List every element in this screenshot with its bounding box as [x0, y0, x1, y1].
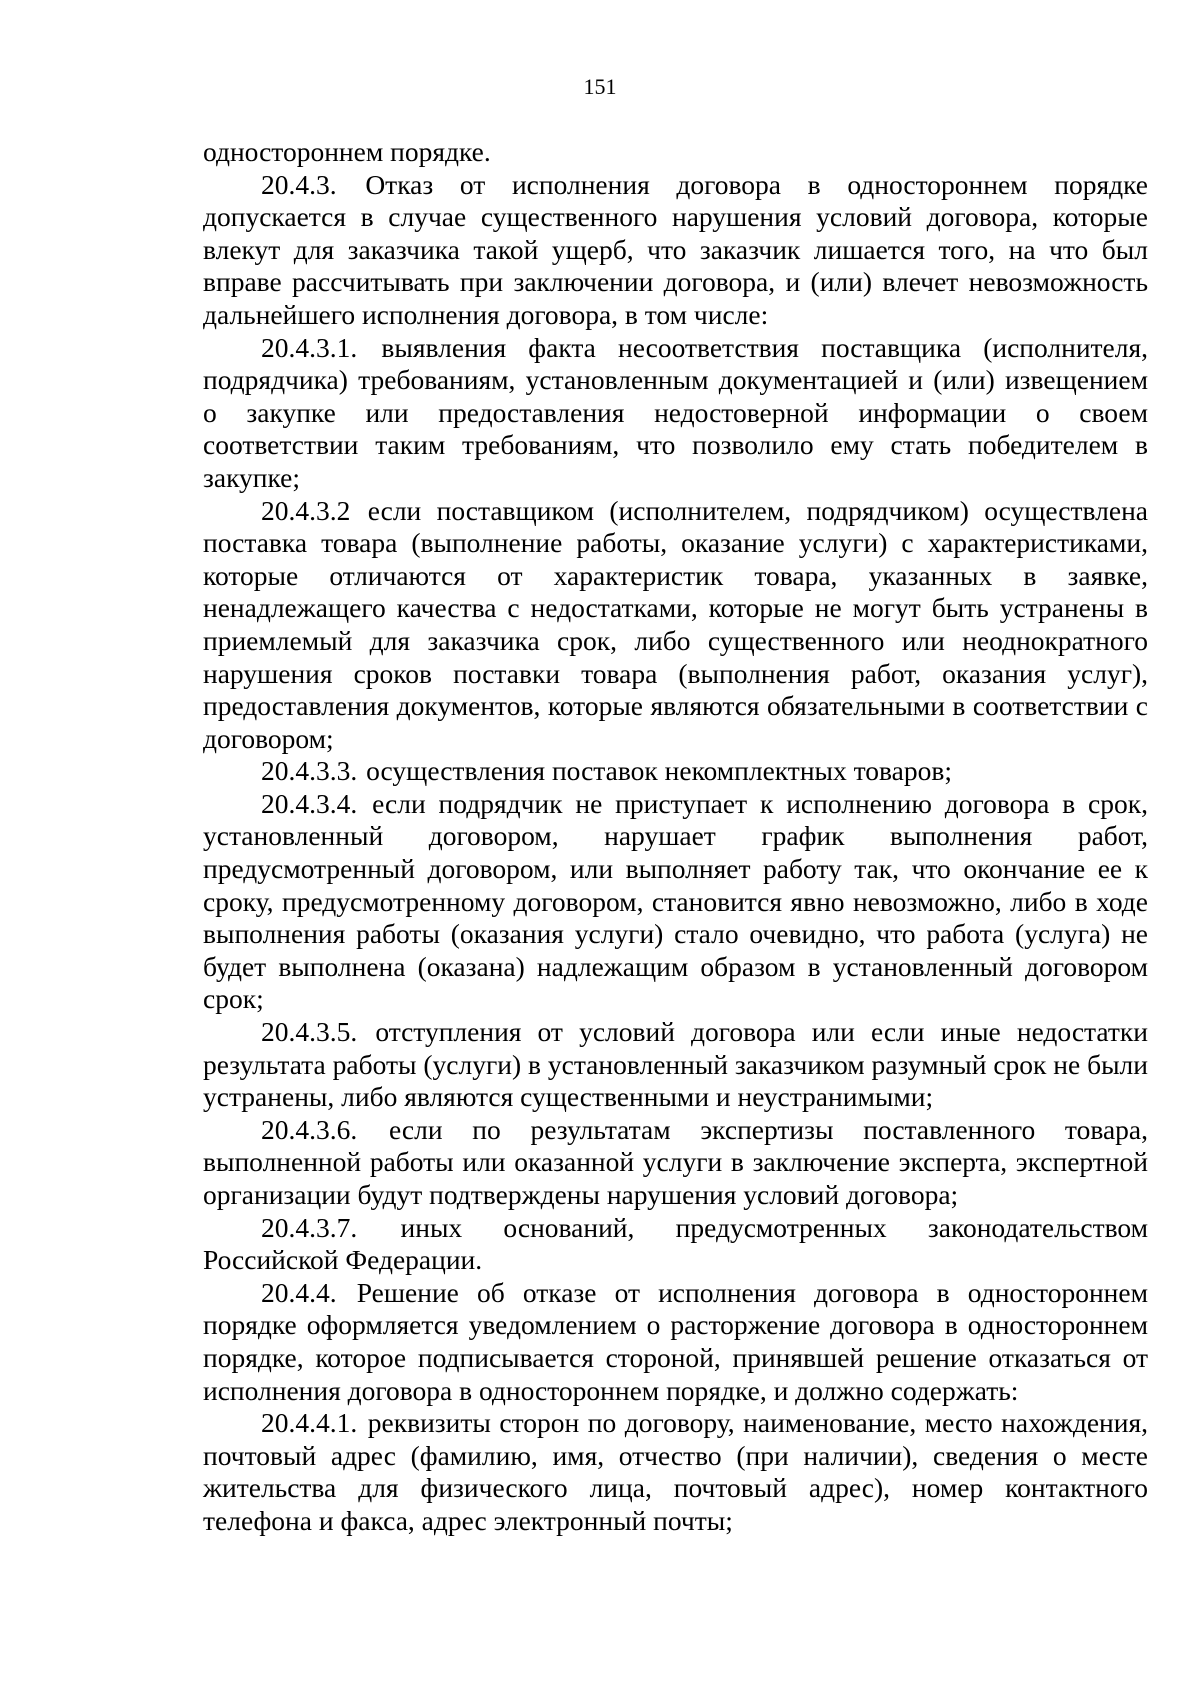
paragraph [203, 1114, 1148, 1212]
paragraph-text: Решение об отказе от исполнения договора в одностороннем порядке оформляется уведомлением о расторжение договора в одностороннем порядке, которое подписывается стороной, принявшей решение отказаться от исполнения договора в одностороннем порядке, и должно содержать: [203, 1276, 1148, 1406]
paragraph [203, 755, 1148, 788]
paragraph-text: выявления факта несоответствия поставщика (исполнителя, подрядчика) требованиям, установленным документацией и (или) извещением о закупке или предоставления недостоверной информации о своем соответствии таким требованиям, что позволило ему стать победителем в закупке; [203, 331, 1149, 493]
paragraph-text: реквизиты сторон по договору, наименование, место нахождения, почтовый адрес (фамилию, имя, отчество (при наличии), сведения о месте жительства для физического лица, почтовый адрес), номер контактного телефона и факса, адрес электронный почты; [203, 1407, 1149, 1536]
clause-number: 20.4.3.5. [261, 1016, 358, 1048]
paragraph [203, 136, 1148, 169]
paragraph-text: отступления от условий договора или если иные недостатки результата работы (услуги) в установленный заказчиком разумный срок не были устранены, либо являются существенными и неустранимыми; [203, 1016, 1148, 1113]
clause-number: 20.4.3.1. [261, 331, 358, 363]
paragraph-text: одностороннем порядке. [203, 136, 491, 167]
paragraph [203, 1212, 1148, 1277]
page-number: 151 [583, 74, 617, 99]
paragraph-text: Отказ от исполнения договора в одностороннем порядке допускается в случае существенного нарушения условий договора, которые влекут для заказчика такой ущерб, что заказчик лишается того, на что был вправе рассчитывать при заключении договора, и (или) влечет невозможность дальнейшего исполнения договора, в том числе: [203, 168, 1149, 330]
clause-number: 20.4.4. [261, 1276, 337, 1308]
clause-number: 20.4.3. [261, 168, 337, 200]
paragraph [203, 788, 1148, 1016]
paragraph [203, 332, 1148, 495]
paragraph-text: если по результатам экспертизы поставленного товара, выполненной работы или оказанной услуги в заключение эксперта, экспертной организации будут подтверждены нарушения условий договора; [203, 1113, 1149, 1210]
clause-number: 20.4.3.4. [261, 787, 358, 819]
clause-number: 20.4.3.2 [261, 494, 351, 526]
paragraph-text: осуществления поставок некомплектных товаров; [366, 755, 953, 787]
paragraph [203, 1407, 1148, 1537]
paragraph-text: если подрядчик не приступает к исполнению договора в срок, установленный договором, нарушает график выполнения работ, предусмотренный договором, или выполняет работу так, что окончание ее к сроку, предусмотренному договором, становится явно невозможно, либо в ходе выполнения работы (оказания услуги) стало очевидно, что работа (услуга) не будет выполнена (оказана) надлежащим образом в установленный договором срок; [203, 787, 1149, 1015]
paragraph [203, 1016, 1148, 1114]
clause-number: 20.4.3.6. [261, 1113, 358, 1145]
paragraph [203, 1277, 1148, 1407]
paragraph [203, 495, 1148, 756]
clause-number: 20.4.3.3. [261, 755, 358, 787]
paragraph-text: если поставщиком (исполнителем, подрядчиком) осуществлена поставка товара (выполнение работы, оказание услуги) с характеристиками, которые отличаются от характеристик товара, указанных в заявке, ненадлежащего качества с недостатками, которые не могут быть устранены в приемлемый для заказчика срок, либо существенного или неоднократного нарушения сроков поставки товара (выполнения работ, оказания услуг), предоставления документов, которые являются обязательными в соответствии с договором; [203, 494, 1148, 754]
paragraph-text: иных оснований, предусмотренных законодательством Российской Федерации. [203, 1211, 1149, 1276]
paragraph [203, 169, 1148, 332]
clause-number: 20.4.4.1. [261, 1407, 358, 1439]
document-body [203, 136, 1148, 1538]
clause-number: 20.4.3.7. [261, 1211, 358, 1243]
